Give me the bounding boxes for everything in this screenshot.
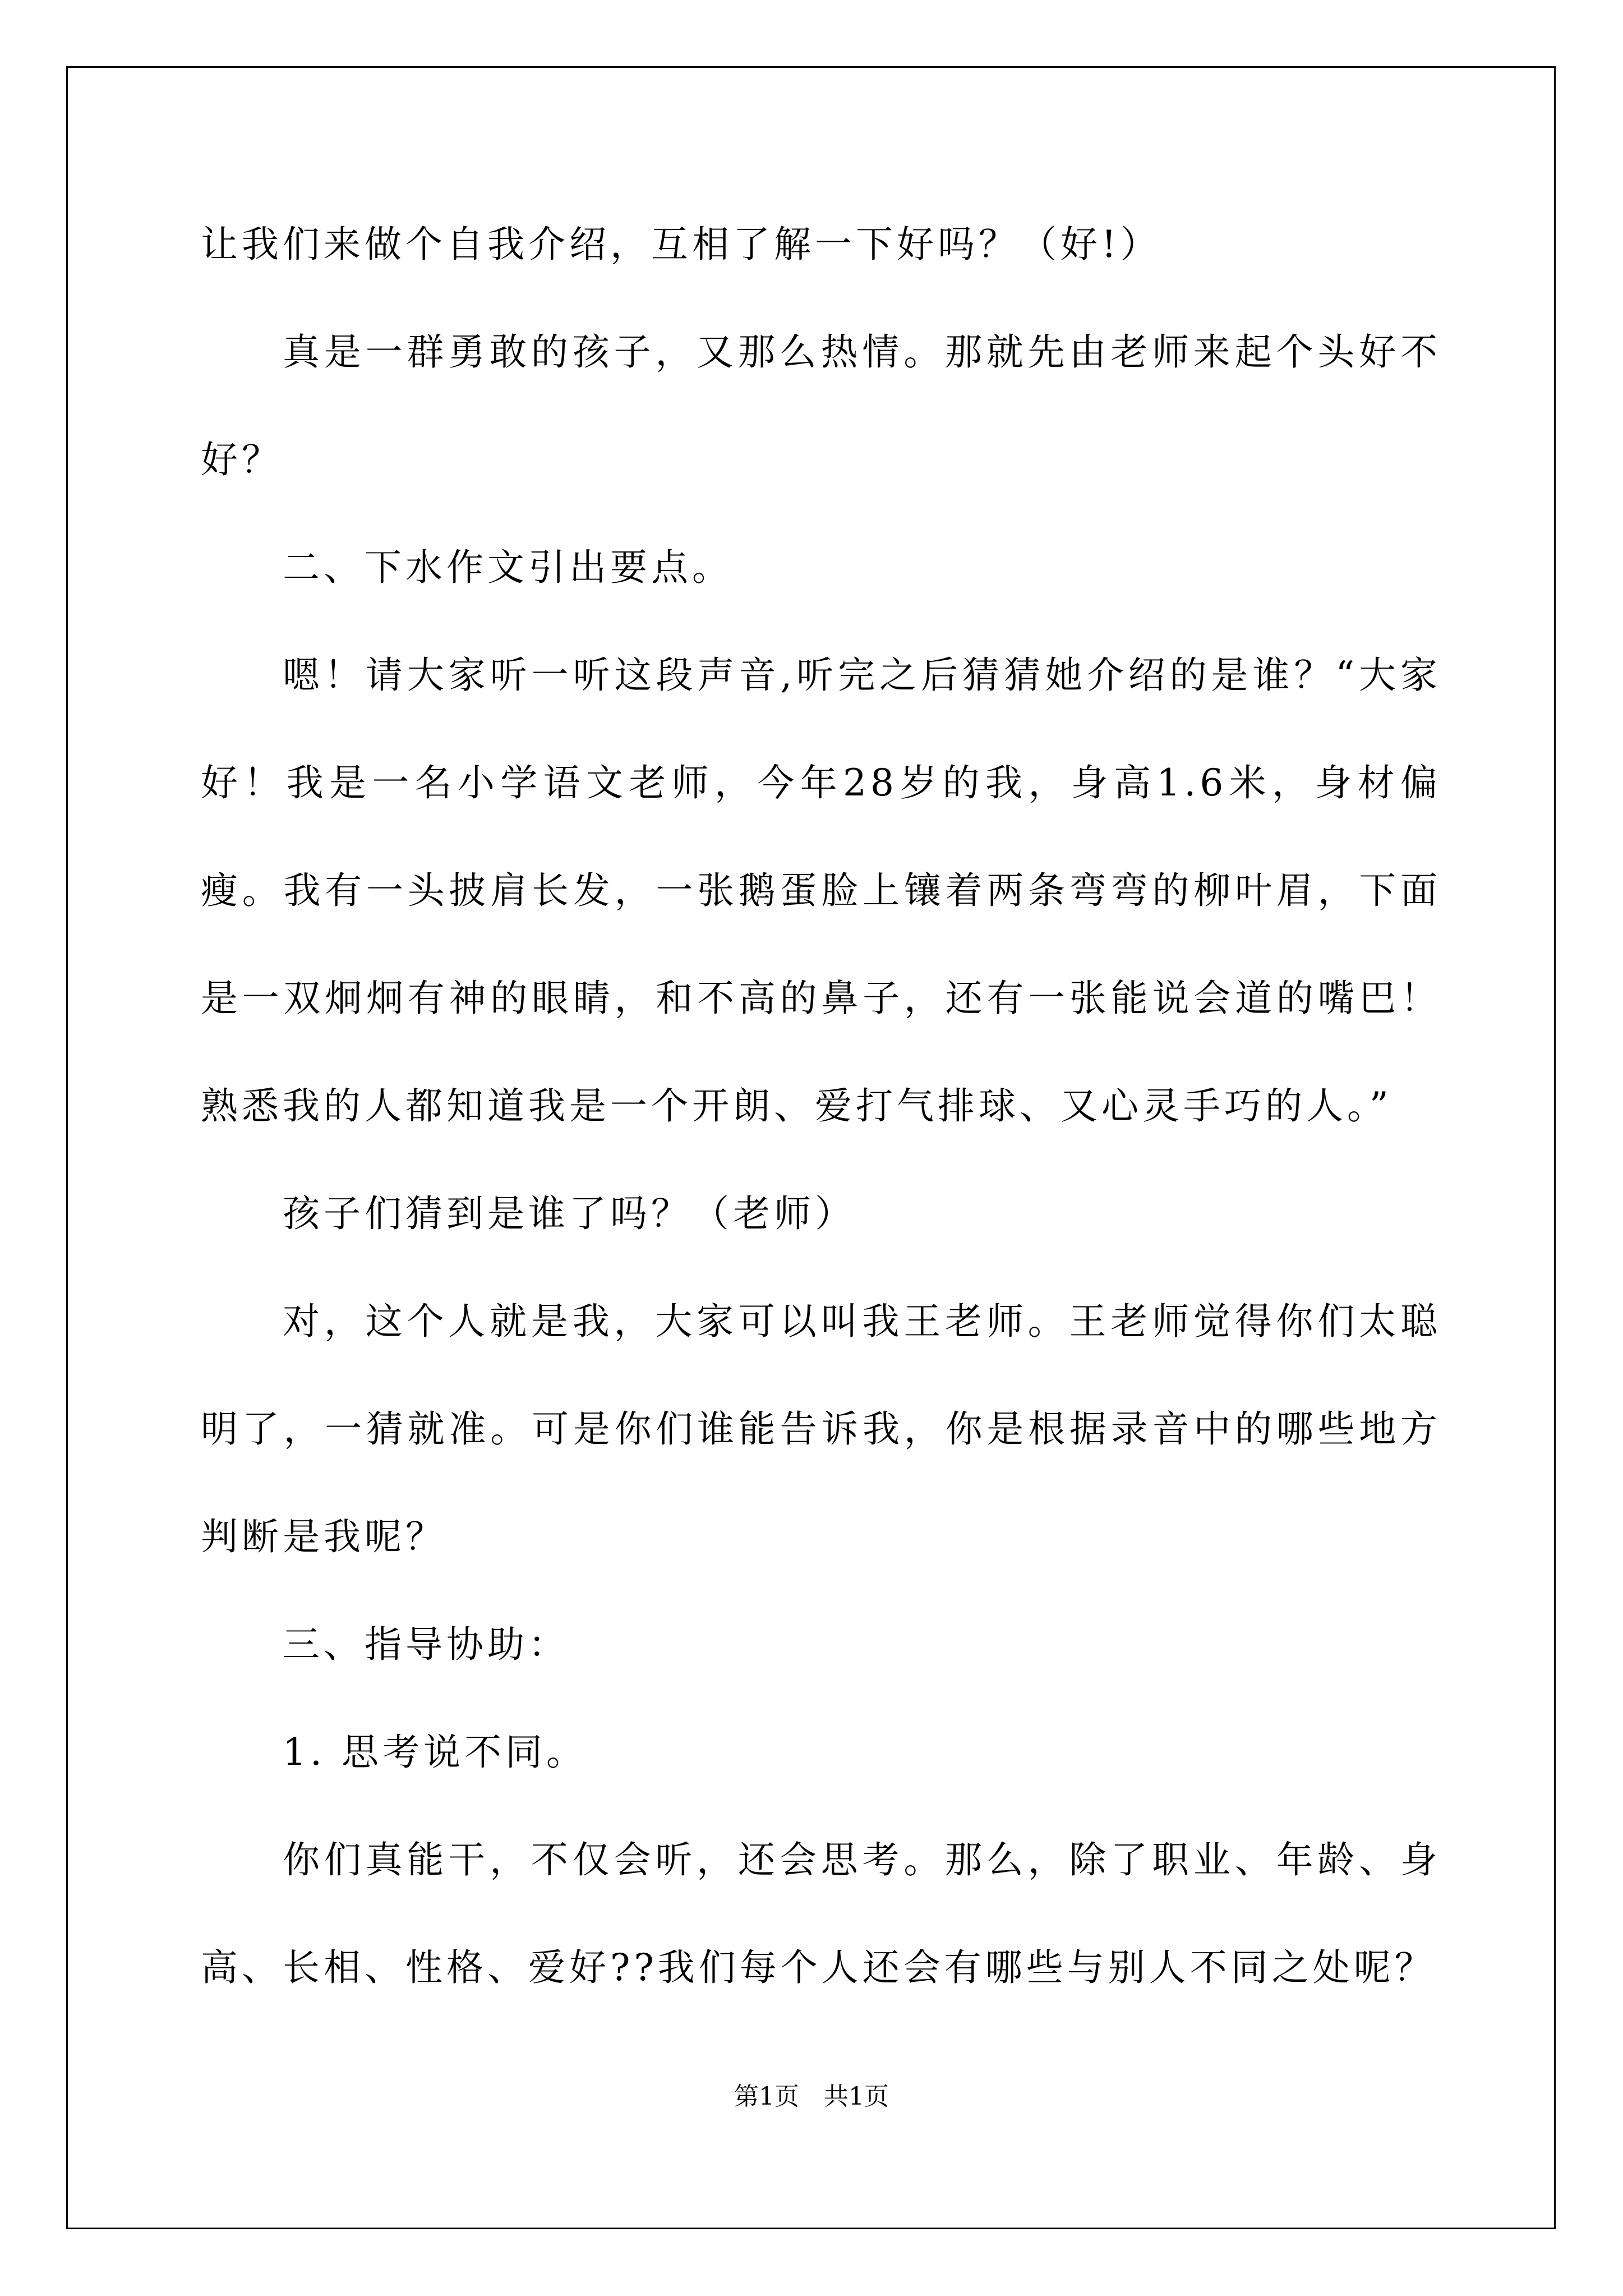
list-item-1: 1. 思考说不同。 [283, 1731, 587, 1774]
paragraph-9: 你们真能干，不仅会听，还会思考。那么，除了职业、年龄、身高、长相、性格、爱好??我们每个人还会有哪些与别人不同之处呢？ [201, 1838, 1441, 1989]
paragraph-4: 嗯！请大家听一听这段声音,听完之后猜猜她介绍的是谁？“大家好！我是一名小学语文老师，今年28岁的我，身高1.6米，身材偏瘦。我有一头披肩长发，一张鹅蛋脸上镶着两条弯弯的柳叶眉，下面是一双炯炯有神的眼睛，和不高的鼻子，还有一张能说会道的嘴巴！熟悉我的人都知道我是一个开朗、爱打气排球、又心灵手巧的人。” [201, 654, 1441, 1128]
paragraph-1: 让我们来做个自我介绍，互相了解一下好吗？（好!） [201, 223, 1161, 266]
section-heading-2: 二、下水作文引出要点。 [283, 546, 733, 589]
paragraph-5: 孩子们猜到是谁了吗？（老师） [283, 1192, 856, 1235]
paragraph-2: 真是一群勇敢的孩子，又那么热情。那就先由老师来起个头好不好？ [201, 330, 1441, 481]
section-heading-3: 三、指导协助： [283, 1623, 569, 1666]
page-footer: 第1页 共1页 [734, 2082, 889, 2111]
paragraph-6: 对，这个人就是我，大家可以叫我王老师。王老师觉得你们太聪明了，一猜就准。可是你们谁能告诉我，你是根据录音中的哪些地方判断是我呢？ [201, 1300, 1441, 1558]
document-body [201, 191, 1441, 2022]
